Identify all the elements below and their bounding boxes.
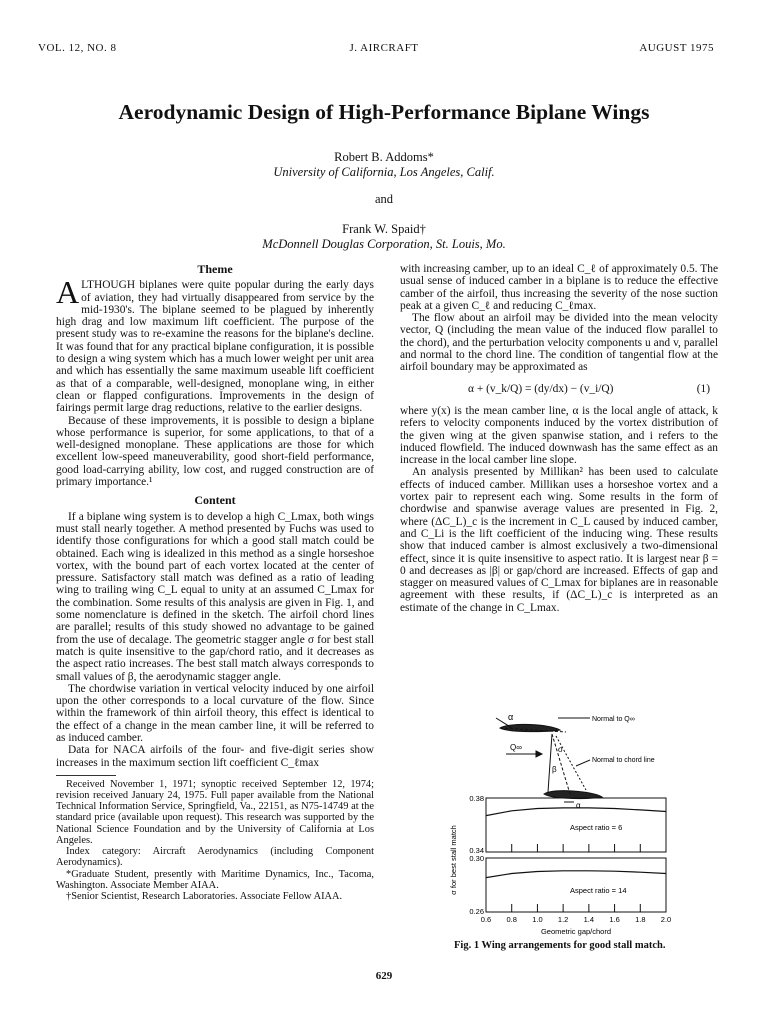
right-paragraph-4: An analysis presented by Millikan² has been used to calculate effects of induced camber. Millikan uses a horseshoe vortex and a vortex pair to represent each wing. Some results in the form of chordwise and spanwise average values are presented in Fig. 2, where (ΔC_L)_c is the increment in C_L caused by induced camber, and C_Li is the lift coefficient of the inducing wing. These results show that induced camber is almost exclusively a two-dimensional effect, since it is quite insensitive to aspect ratio. It is largest near β = 0 and decreases as |β| or gap/chord are increased. Effects of gap and stagger on measured values of C_Lmax for biplanes are in reasonable agreement with these results, if (ΔC_L)_c is interpreted as an estimate of the change in C_Lmax. (400, 466, 718, 614)
legend-aspect-ratio-14: Aspect ratio = 14 (570, 886, 627, 895)
right-paragraph-3: where y(x) is the mean camber line, α is the local angle of attack, k refers to velocity components induced by the vortex distribution of the given wing at the given spanwise station, and i refers to the induced flowfield. The induced downwash has the same effect as an increase in the local camber line slope. (400, 404, 718, 467)
y-tick-bottom-0.26: 0.26 (469, 907, 484, 916)
y-axis-label: σ for best stall match (449, 825, 458, 895)
and-text: and (374, 192, 394, 206)
y-tick-top-0.38: 0.38 (469, 794, 484, 803)
series-aspect-ratio-14-line (486, 871, 666, 878)
label-alpha-top: α (508, 712, 514, 722)
x-tick-labels (481, 915, 671, 924)
left-column (56, 263, 374, 902)
x-tick-label: 1.2 (557, 915, 569, 924)
footnote-author-1: *Graduate Student, presently with Maritime Dynamics, Inc., Tacoma, Washington. Associate Member AIAA. (56, 868, 374, 891)
right-column (400, 263, 718, 614)
footnote-index: Index category: Aircraft Aerodynamics (including Component Aerodynamics). (56, 846, 374, 869)
right-paragraph-1: with increasing camber, up to an ideal C_ℓ of approximately 0.5. The usual sense of induced camber in a biplane is to reduce the effective camber of the airfoil, thus increasing the severity of the nose suction peak at a given C_ℓ and reducing C_ℓmax. (400, 263, 718, 312)
journal-volume: VOL. 12, NO. 8 (38, 42, 117, 54)
equation-number: (1) (696, 382, 710, 395)
x-tick-label: 1.8 (635, 915, 646, 924)
label-normal-q: Normal to Q∞ (592, 716, 635, 723)
x-tick-label: 0.8 (506, 915, 517, 924)
author-1: Robert B. Addoms* (334, 150, 434, 164)
content-paragraph-3: Data for NACA airfoils of the four- and five-digit series show increases in the maximum section lift coefficient C_ℓmax (56, 744, 374, 769)
y-tick-top-0.34: 0.34 (469, 846, 484, 855)
x-tick-label: 1.6 (609, 915, 620, 924)
legend-aspect-ratio-6: Aspect ratio = 6 (570, 823, 623, 832)
journal-name: J. AIRCRAFT (349, 42, 419, 54)
theme-paragraph-1-text: LTHOUGH biplanes were quite popular during the early days of aviation, they had virtually disappeared from service by the mid-1930's. The biplane seemed to be plagued by inherently high drag and low maximum lift coefficient. The purpose of the present study was to re-examine the reasons for the biplane's decline. It was found that for any practical biplane configuration, it is possible to design a wing system which has a much lower weight per unit area and which has essentially the same maximum useable lift coefficient as that of a comparable, well-designed, monoplane wing, in either clean or flapped configurations. Improvements in the design of fairings permit large drag reductions, relative to the earlier designs. (56, 279, 374, 415)
footnote-author-2: †Senior Scientist, Research Laboratories. Associate Fellow AIAA. (66, 890, 343, 902)
footnote-received: Received November 1, 1971; synoptic received September 12, 1974; revision received January 24, 1975. Full paper available from the National Technical Information Service, Springfield, Va., 22151, as N75-14749 at the standard price (available upon request). This research was supported by the National Science Foundation and by the University of California at Los Angeles. (56, 778, 374, 846)
footnote-rule (56, 775, 116, 776)
affiliation-2: McDonnell Douglas Corporation, St. Louis, Mo. (262, 237, 506, 251)
normal-line (548, 734, 552, 792)
x-tick-label: 1.4 (583, 915, 595, 924)
theme-paragraph-2: Because of these improvements, it is possible to design a biplane whose performance is superior, for some applications, to that of a well-designed monoplane. These applications are those for which excellent low-speed maneuverability, good short-field performance, good load-carrying ability, low cost, and rugged construction are of primary importance.¹ (56, 414, 374, 489)
equation-body: α + (v_k/Q) = (dy/dx) − (v_i/Q) (468, 382, 614, 395)
y-tick-bottom-0.30: 0.30 (469, 854, 484, 863)
lower-airfoil (544, 791, 602, 799)
x-tick-label: 2.0 (660, 915, 672, 924)
content-heading: Content (194, 493, 236, 508)
author-2: Frank W. Spaid† (342, 222, 426, 236)
footnotes (56, 779, 374, 902)
content-paragraph-2: The chordwise variation in vertical velocity induced by one airfoil upon the other corresponds to a local curvature of the flow. Since within the framework of thin airfoil theory, this effect is identical to the effect of a change in the mean camber line, it will be referred to as induced camber. (56, 682, 374, 744)
chart-bottom-frame (486, 858, 666, 912)
right-paragraph-2: The flow about an airfoil may be divided into the mean velocity vector, Q (including the mean value of the induced flow parallel to the chord), and the perturbation velocity components u and v, parallel and normal to the chord line. The condition of tangential flow at the airfoil boundary may be approximated as (400, 312, 718, 374)
x-tick-label: 1.0 (532, 915, 543, 924)
figure-1 (440, 712, 700, 948)
equation-1 (400, 383, 718, 395)
page-number: 629 (375, 970, 393, 982)
affiliation-1: University of California, Los Angeles, Calif. (273, 165, 495, 179)
normal-chord-leader (576, 760, 590, 766)
theme-heading: Theme (197, 262, 233, 276)
label-alpha-bottom: α (576, 801, 581, 810)
chart-top-x-ticks (486, 844, 666, 852)
label-normal-chord: Normal to chord line (592, 757, 655, 764)
x-axis-label: Geometric gap/chord (540, 927, 612, 936)
stagger-line (552, 734, 570, 794)
label-q-inf: Q∞ (510, 743, 522, 752)
upper-airfoil (500, 724, 560, 731)
chart-bottom-x-ticks (486, 904, 666, 912)
content-paragraph-1: If a biplane wing system is to develop a high C_Lmax, both wings must stall nearly together. A method presented by Fuchs was used to identify those configurations for which a good stall match could be obtained. Each wing is idealized in this method as a single horseshoe vortex, with the bound part of each vortex located at the center of pressure. Satisfactory stall match was defined as a ratio of leading wing to trailing wing C_L equal to unity at an assumed C_Lmax for the combination. Some results of this analysis are given in Fig. 1, and some nomenclature is defined in the sketch. The airfoil chord lines are parallel; results of this study showed no advantage to be gained from the use of decalage. The geometric stagger angle σ for best stall match is quite insensitive to the gap/chord ratio, and it decreases as the aspect ratio increases. The best stall match always corresponds to small values of β, the aerodynamic stagger angle. (56, 510, 374, 683)
biplane-sketch (496, 718, 602, 802)
figure-caption: Fig. 1 Wing arrangements for good stall match. (454, 940, 666, 951)
drop-cap: A (56, 274, 80, 311)
x-tick-label: 0.6 (480, 915, 492, 924)
paper-title: Aerodynamic Design of High-Performance Biplane Wings (118, 100, 650, 124)
label-beta: β (552, 765, 557, 774)
label-sigma: σ (558, 745, 563, 754)
q-inf-arrowhead (536, 751, 542, 757)
theme-paragraph-1 (56, 274, 374, 415)
journal-date: AUGUST 1975 (639, 42, 714, 54)
